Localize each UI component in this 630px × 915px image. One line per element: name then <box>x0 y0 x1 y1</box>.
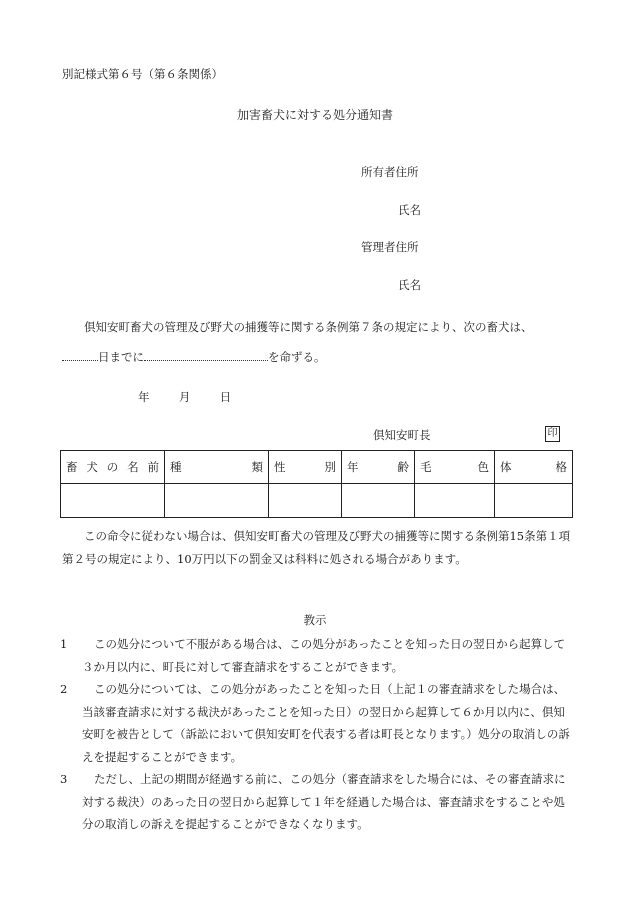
header-sex: 性 別 <box>269 451 342 484</box>
header-build: 体 格 <box>495 451 573 484</box>
owner-address-label: 所有者住所 <box>361 165 419 179</box>
issue-date <box>138 389 231 405</box>
date-year: 年 <box>138 390 150 404</box>
header-dog-name: 畜 犬 の 名 前 <box>61 451 165 484</box>
owner-name-label: 氏名 <box>398 203 421 217</box>
order-text: 倶知安町畜犬の管理及び野犬の捕獲等に関する条例第７条の規定により、次の畜犬は、 <box>84 320 533 334</box>
penalty-note <box>62 525 574 571</box>
cell-build[interactable] <box>495 484 573 518</box>
document-title: 加害畜犬に対する処分通知書 <box>236 108 393 122</box>
date-day: 日 <box>219 390 232 404</box>
manager-address-label: 管理者住所 <box>361 240 419 254</box>
header-coat-color: 毛 色 <box>415 451 495 484</box>
cell-sex[interactable] <box>269 484 342 518</box>
item-number: 3 <box>60 772 68 786</box>
issuer-label: 倶知安町長 <box>373 428 431 442</box>
until-text: 日までに <box>98 350 144 364</box>
item-text: この処分について不服がある場合は、この処分があったことを知った日の翌日から起算して３か月以内に、町長に対して審査請求をすることができます。 <box>82 637 566 674</box>
list-item <box>60 768 574 836</box>
list-item <box>60 633 574 678</box>
item-text: ただし、上記の期間が経過する前に、この処分（審査請求をした場合には、その審査請求に対する裁決）のあった日の翌日から起算して１年を経過した場合は、審査請求をすることや処分の取消しの訴えを提起することができなくなります。 <box>82 772 566 831</box>
date-month: 月 <box>178 390 191 404</box>
list-item <box>60 678 574 768</box>
deadline-blank[interactable] <box>62 348 98 361</box>
seal-box: 印 <box>545 426 560 442</box>
cell-breed[interactable] <box>165 484 269 518</box>
command-text: を命ずる。 <box>268 350 326 364</box>
item-number: 1 <box>60 637 68 651</box>
cell-age[interactable] <box>342 484 415 518</box>
manager-name-label: 氏名 <box>398 278 421 292</box>
header-breed: 種 類 <box>165 451 269 484</box>
action-blank[interactable] <box>144 348 268 361</box>
penalty-note-text: この命令に従わない場合は、倶知安町畜犬の管理及び野犬の捕獲等に関する条例第15条第１項第２号の規定により、10万円以下の罰金又は科料に処される場合があります。 <box>62 529 571 566</box>
cell-dog-name[interactable] <box>61 484 165 518</box>
instruction-title: 教示 <box>303 613 327 627</box>
order-paragraph <box>62 312 562 372</box>
form-identifier: 別記様式第６号（第６条関係） <box>62 67 223 81</box>
cell-coat-color[interactable] <box>415 484 495 518</box>
item-number: 2 <box>60 682 68 696</box>
item-text: この処分については、この処分があったことを知った日（上記１の審査請求をした場合は、当該審査請求に対する裁決があったことを知った日）の翌日から起算して６か月以内に、倶知安町を被告として（訴訟において倶知安町を代表する者は町長となります。）処分の取消しの訴えを提起することができます。 <box>82 682 570 764</box>
header-age: 年 齢 <box>342 451 415 484</box>
instruction-list <box>60 633 574 836</box>
dog-details-table <box>60 450 573 518</box>
